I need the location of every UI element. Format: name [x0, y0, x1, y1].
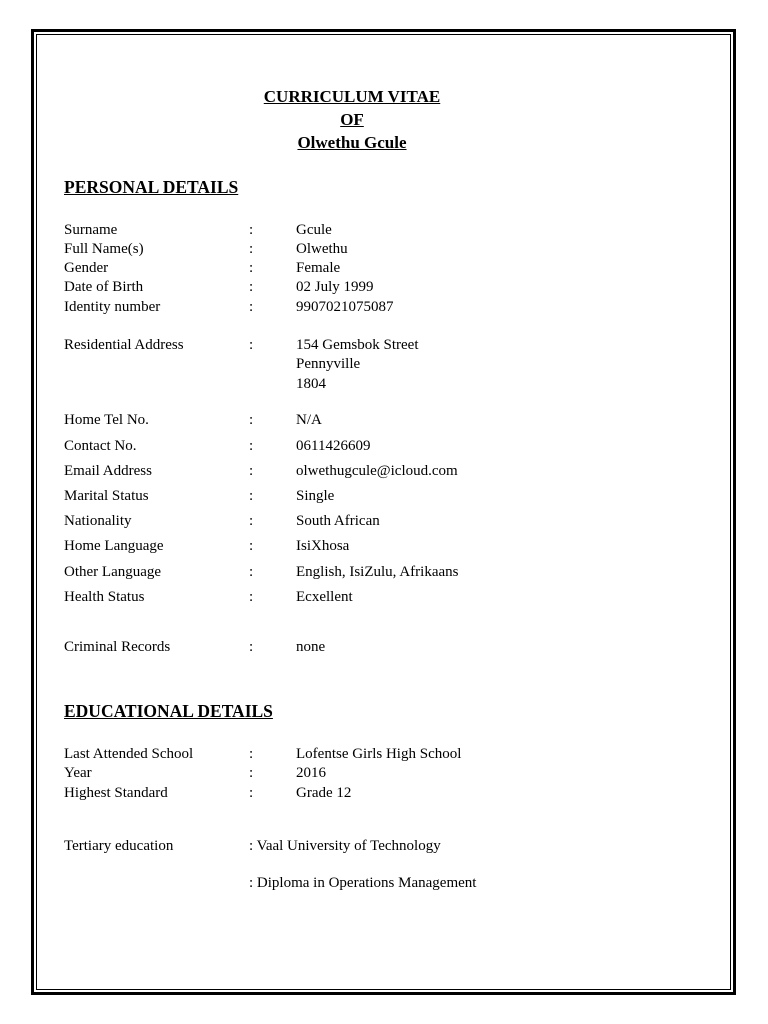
row-colon: :	[249, 538, 254, 554]
cv-title-of: OF	[340, 110, 364, 129]
row-value: IsiXhosa	[296, 538, 350, 554]
row-colon: :	[249, 463, 254, 479]
row-label: Date of Birth	[64, 279, 144, 295]
row-label: Identity number	[64, 299, 161, 315]
row-colon: :	[249, 337, 254, 353]
row-colon: :	[249, 299, 254, 315]
row-colon: :	[249, 279, 254, 295]
row-value: 2016	[296, 765, 326, 781]
row-label: Criminal Records	[64, 639, 171, 655]
row-colon: :	[249, 785, 254, 801]
email-value: olwethugcule@icloud.com	[296, 463, 458, 479]
row-value: South African	[296, 513, 380, 529]
row-colon: :	[249, 222, 254, 238]
row-label: Marital Status	[64, 488, 149, 504]
address-line: Pennyville	[296, 356, 361, 372]
row-colon: :	[249, 241, 254, 257]
address-line: 1804	[296, 376, 326, 392]
row-value: Grade 12	[296, 785, 352, 801]
row-value: 0611426609	[296, 438, 371, 454]
address-label: Residential Address	[64, 337, 184, 353]
row-value: Female	[296, 260, 341, 276]
tertiary-label: Tertiary education	[64, 838, 174, 854]
row-value: Gcule	[296, 222, 332, 238]
tertiary-institution: : Vaal University of Technology	[249, 838, 441, 854]
row-label: Health Status	[64, 589, 145, 605]
row-value: N/A	[296, 412, 322, 428]
row-colon: :	[249, 564, 254, 580]
row-value: none	[296, 639, 326, 655]
row-label: Home Language	[64, 538, 164, 554]
row-label: Full Name(s)	[64, 241, 144, 257]
row-value: 02 July 1999	[296, 279, 374, 295]
row-value: Ecxellent	[296, 589, 353, 605]
row-colon: :	[249, 639, 254, 655]
cv-owner-name: Olwethu Gcule	[297, 133, 407, 152]
row-label: Highest Standard	[64, 785, 168, 801]
row-value: Lofentse Girls High School	[296, 746, 462, 762]
row-value: Single	[296, 488, 335, 504]
cv-title: CURRICULUM VITAE	[263, 87, 441, 106]
row-colon: :	[249, 438, 254, 454]
address-line: 154 Gemsbok Street	[296, 337, 419, 353]
row-colon: :	[249, 589, 254, 605]
row-colon: :	[249, 765, 254, 781]
row-label: Other Language	[64, 564, 162, 580]
row-label: Email Address	[64, 463, 152, 479]
personal-details-heading: PERSONAL DETAILS	[64, 177, 239, 197]
row-colon: :	[249, 488, 254, 504]
row-label: Home Tel No.	[64, 412, 149, 428]
row-label: Nationality	[64, 513, 132, 529]
row-label: Contact No.	[64, 438, 137, 454]
tertiary-qualification: : Diploma in Operations Management	[249, 875, 477, 891]
row-label: Year	[64, 765, 92, 781]
row-value: Olwethu	[296, 241, 348, 257]
row-label: Last Attended School	[64, 746, 194, 762]
row-value: English, IsiZulu, Afrikaans	[296, 564, 459, 580]
row-colon: :	[249, 513, 254, 529]
row-colon: :	[249, 746, 254, 762]
educational-details-heading: EDUCATIONAL DETAILS	[64, 701, 273, 721]
row-label: Gender	[64, 260, 109, 276]
row-label: Surname	[64, 222, 118, 238]
row-value: 9907021075087	[296, 299, 394, 315]
row-colon: :	[249, 412, 254, 428]
row-colon: :	[249, 260, 254, 276]
